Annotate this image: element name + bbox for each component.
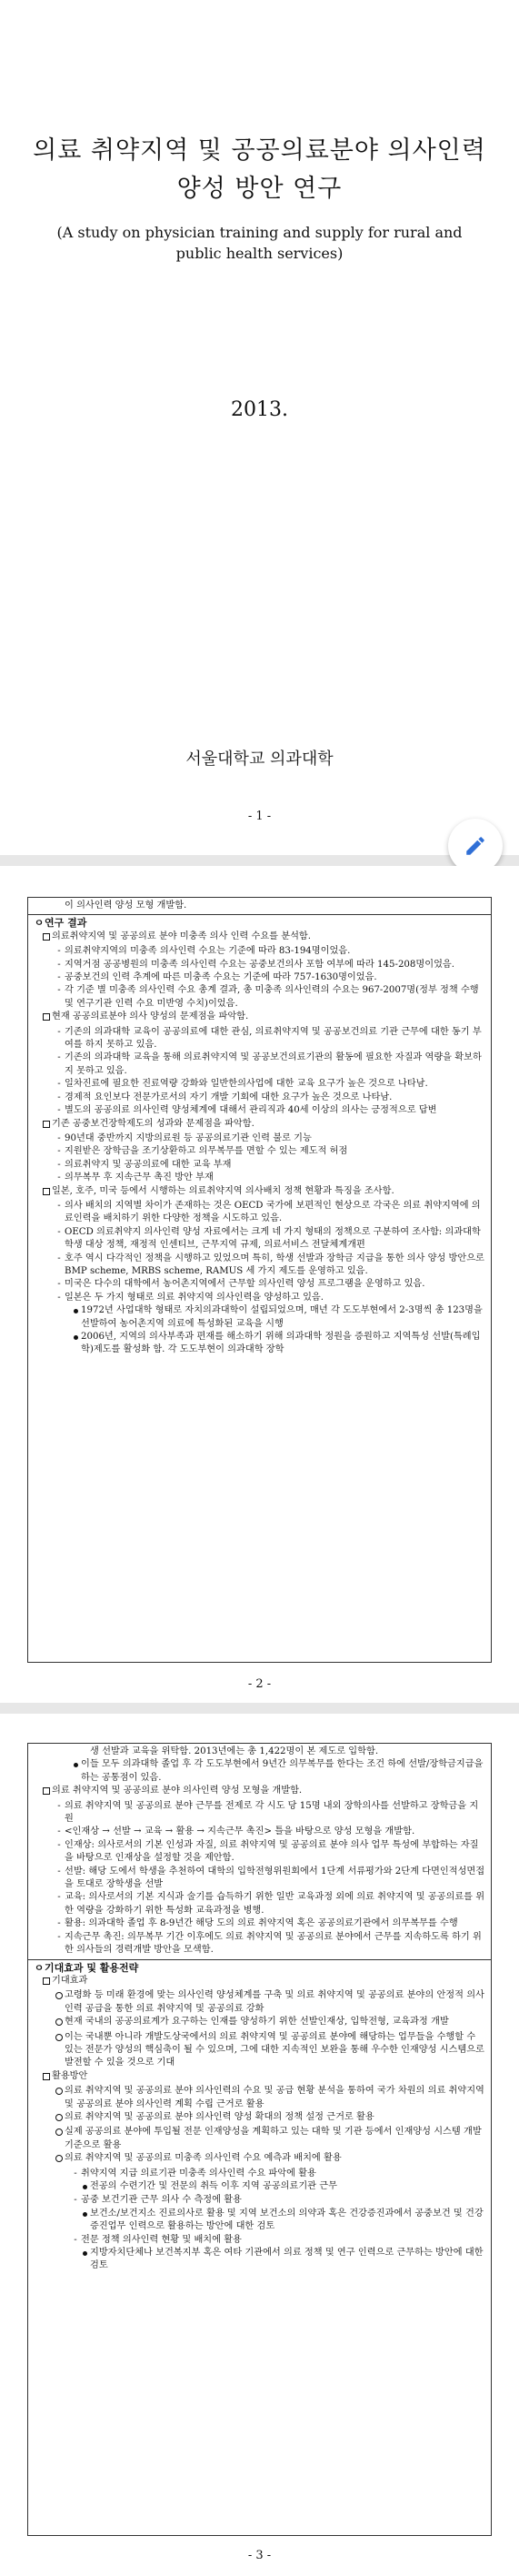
- bullet-marker: -: [74, 2168, 77, 2179]
- list-item-text: 의무복무 후 지속근무 촉진 방안 부재: [65, 1172, 214, 1183]
- square-bullet-icon: [41, 2070, 52, 2085]
- list-item: [34, 959, 485, 971]
- list-item-text: 선발: 해당 도에서 학생을 추천하여 대학의 입학전형위원회에서 1단계 서류평가와 2단계 다면인적성면접을 토대로 장학생을 선발: [65, 1866, 485, 1890]
- list-item: [34, 2126, 485, 2152]
- dot-bullet-icon: [70, 1304, 81, 1318]
- list-item-text: 공중 보건기관 근무 의사 수 측정에 활용: [81, 2195, 242, 2206]
- bullet-marker: -: [57, 1079, 61, 1090]
- list-item-text: 의료 취약지역 및 공공의료 분야 의사인력 양성 확대의 정책 설정 근거로 활용: [65, 2111, 374, 2122]
- list-item: [34, 1185, 485, 1200]
- bullet-marker: -: [74, 2234, 77, 2245]
- list-item-text: 호주 역시 다각적인 정책을 시행하고 있었으며 특히, 학생 선발과 장학금 지급을 통한 의사 양성 방안으로 BMP scheme, MRBS scheme, RAMUS 세 가지 제도를 운영하고 있음.: [65, 1253, 484, 1276]
- list-item: [34, 1132, 485, 1145]
- page-number: - 1 -: [247, 810, 272, 823]
- list-item-text: 이는 국내뿐 아니라 개발도상국에서의 의료 취약지역 및 공공의료 분야에 해당하는 업무들을 수행할 수 있는 전문가 양성의 핵심축이 될 수 있으며, 그에 대한 지속적인 보완을 통해 우수한 인재양성 시스템으로 발전할 수 있을 것으로 기대: [65, 2031, 484, 2068]
- list-item: [34, 2234, 485, 2247]
- square-bullet-icon: [41, 1011, 52, 1025]
- list-item-text: 경제적 요인보다 전문가로서의 자기 개발 기회에 대한 요구가 높은 것으로 나타남.: [65, 1092, 393, 1102]
- list-item-text: 지속근무 촉진: 의무복무 기간 이후에도 의료 취약지역 및 공공의료 분야에서 근무를 지속하도록 하기 위한 의사들의 경력개발 방안을 모색함.: [65, 1931, 482, 1956]
- dot-bullet-icon: [79, 2208, 90, 2221]
- list-item: [34, 1785, 485, 1799]
- list-item: [34, 2180, 485, 2194]
- list-item-text: 기존 공중보건장학제도의 성과와 문제점을 파악함.: [52, 1118, 255, 1129]
- list-item: [34, 1278, 485, 1291]
- list-item: [34, 1011, 485, 1025]
- list-item-text: 기대효과 및 활용전략: [45, 1961, 139, 1974]
- bullet-marker: -: [57, 1800, 61, 1811]
- list-item-text: OECD 의료취약지 의사인력 양성 자료에서는 크게 네 가지 형태의 정책으로 구분하여 조사함: 의과대학 학생 대상 정책, 재정적 인센티브, 근무지역 규제, 의료서비스 전달체계개편: [65, 1226, 481, 1251]
- list-item-text: 지역거점 공공병원의 미충족 의사인력 수요는 공중보건의사 포함 여부에 따라 145-208명이었음.: [65, 959, 454, 970]
- square-bullet-icon: [41, 1785, 52, 1799]
- list-item: [34, 1866, 485, 1892]
- bullet-marker: -: [57, 946, 61, 957]
- list-item-text: 기존의 의과대학 교육이 공공의료에 대한 관심, 의료취약지역 및 공공보건의료 기관 근무에 대한 동기 부여를 하지 못하고 있음.: [65, 1026, 482, 1051]
- bullet-marker: -: [57, 1226, 61, 1237]
- document-institution: 서울대학교 의과대학: [185, 750, 334, 769]
- list-item: [34, 1104, 485, 1117]
- list-item: [34, 1917, 485, 1930]
- page-number: - 3 -: [247, 2549, 272, 2562]
- list-item-text: 활용: 의과대학 졸업 후 8-9년간 해당 도의 의료 취약지역 혹은 공공의료기관에서 의무복무를 수행: [65, 1918, 458, 1929]
- bullet-marker: -: [57, 959, 61, 970]
- list-item-text: 90년대 중반까지 지방의료원 등 공공의료기관 인력 불로 기능: [65, 1132, 312, 1143]
- list-item: [34, 1092, 485, 1104]
- circle-bullet-icon: [54, 2126, 65, 2140]
- document-year: 2013.: [231, 398, 288, 421]
- list-item: [34, 2031, 485, 2070]
- section-heading: [34, 1962, 485, 1975]
- list-item: [34, 1200, 485, 1226]
- list-item-text: 의료취약지 및 공공의료에 대한 교육 부재: [65, 1159, 232, 1170]
- bullet-marker: -: [57, 1092, 61, 1102]
- bullet-marker: -: [74, 2195, 77, 2206]
- list-item: [34, 1253, 485, 1279]
- list-item-text: 일차진료에 필요한 진료역량 강화와 일반한의사업에 대한 교육 요구가 높은 것으로 나타남.: [65, 1079, 428, 1090]
- bullet-marker: ㅇ: [34, 917, 45, 930]
- bullet-marker: -: [57, 1253, 61, 1263]
- list-item: [34, 2247, 485, 2273]
- list-item: [34, 1078, 485, 1091]
- square-bullet-icon: [41, 1118, 52, 1132]
- list-item: [34, 1226, 485, 1253]
- document-page-1: [0, 0, 519, 855]
- list-item: [34, 2070, 485, 2085]
- circle-bullet-icon: [54, 2111, 65, 2126]
- summary-box: [27, 1743, 492, 2536]
- bullet-marker: -: [57, 1892, 61, 1903]
- list-item-text: 미국은 다수의 대학에서 농어촌지역에서 근무할 의사인력 양성 프로그램을 운영하고 있음.: [65, 1279, 425, 1290]
- list-item-text: 의료 취약지역 및 공공의료 미충족 의사인력 수요 예측과 배치에 활용: [65, 2153, 342, 2164]
- list-item: [34, 1839, 485, 1866]
- list-item: [34, 1118, 485, 1132]
- list-item-text: 인재상: 의사로서의 기본 인성과 자질, 의료 취약지역 및 공공의료 분야 의사 업무 특성에 부합하는 자질을 바탕으로 인재상을 설정할 것을 제안함.: [65, 1839, 479, 1864]
- list-item: [34, 2194, 485, 2207]
- section-divider: [28, 914, 491, 915]
- list-item: [34, 1826, 485, 1838]
- list-item-text: 취약지역 지급 의료기관 미충족 의사인력 수요 파악에 활용: [81, 2168, 316, 2179]
- list-item-text: 일본은 두 가지 형태로 의료 취약지역 의사인력을 양성하고 있음.: [65, 1292, 324, 1303]
- list-item-text: 의료취약지역 및 공공의료 분야 미충족 의사 인력 수요를 분석함.: [52, 931, 312, 941]
- list-item-text: 지방자치단체나 보건복지부 혹은 여타 기관에서 의료 정책 및 연구 인력으로 근무하는 방안에 대한 검토: [90, 2248, 484, 2271]
- bullet-marker: -: [57, 1866, 61, 1877]
- list-item-text: 전공의 수련기간 및 전문의 취득 이후 지역 공공의료기관 근무: [90, 2181, 337, 2191]
- list-item-text: 이들 모두 의과대학 졸업 후 각 도도부현에서 9년간 의무복무를 한다는 조건 하에 선발/장학금지급을 하는 공통점이 있음.: [81, 1759, 484, 1783]
- list-item: [34, 1931, 485, 1957]
- list-item: [34, 2111, 485, 2126]
- document-title: 의료 취약지역 및 공공의료분야 의사인력 양성 방안 연구: [33, 136, 486, 203]
- list-item-text: 1972년 사업대학 형태로 자치의과대학이 설립되었으며, 매년 각 도도부현에서 2-3명씩 총 123명을 선발하여 농어촌지역 의료에 특성화된 교육을 시행: [81, 1305, 483, 1329]
- list-item-text: <인재상 → 선발 → 교육 → 활용 → 지속근무 촉진> 틀을 바탕으로 양성 모형을 개발함.: [65, 1826, 415, 1837]
- summary-box: [27, 897, 492, 1663]
- square-bullet-icon: [41, 1185, 52, 1200]
- bullet-marker: -: [57, 985, 61, 996]
- list-item-text: 생 선발과 교육을 위탁함. 2013년에는 총 1,422명이 본 제도로 입학함.: [90, 1746, 379, 1756]
- list-item-text: 활용방안: [52, 2070, 88, 2081]
- circle-bullet-icon: [54, 2152, 65, 2167]
- list-item: [34, 1975, 485, 1989]
- list-item: [34, 1145, 485, 1158]
- list-item: [34, 2085, 485, 2111]
- document-subtitle: (A study on physician training and supply for rural and public health services): [56, 224, 463, 262]
- bullet-marker: -: [57, 1931, 61, 1942]
- list-item-text: 의사 배치의 지역별 차이가 존재하는 것은 OECD 국가에 보편적인 현상으로 각국은 의료 취약지역에 의료인력을 배치하기 위한 다양한 정책을 시도하고 있음.: [65, 1200, 481, 1224]
- list-item-text: 별도의 공공의료 의사인력 양성체계에 대해서 관리직과 40세 이상의 의사는 긍정적으로 답변: [65, 1105, 437, 1116]
- bullet-marker: -: [57, 1026, 61, 1037]
- list-item: [34, 971, 485, 984]
- page-number: - 2 -: [247, 1677, 272, 1691]
- dot-bullet-icon: [79, 2180, 90, 2194]
- pencil-icon: [464, 834, 487, 858]
- section-divider: [28, 1959, 491, 1960]
- list-item-text: 일본, 호주, 미국 등에서 시행하는 의료취약지역 의사배치 정책 현황과 특징을 조사함.: [52, 1185, 394, 1196]
- list-item-text: 연구 결과: [45, 917, 87, 930]
- list-item: [34, 1331, 485, 1357]
- list-item: [34, 1800, 485, 1826]
- list-item-text: 의료취약지역의 미충족 의사인력 수요는 기준에 따라 83-194명이었음.: [65, 946, 351, 957]
- list-item: [34, 1746, 485, 1758]
- list-item: [34, 1891, 485, 1917]
- bullet-marker: -: [57, 1146, 61, 1157]
- list-item: [34, 1172, 485, 1184]
- square-bullet-icon: [41, 1975, 52, 1989]
- list-item: [34, 1026, 485, 1052]
- bullet-marker: -: [57, 1918, 61, 1929]
- bullet-marker: -: [57, 1279, 61, 1290]
- list-item-text: 보건소/보건지소 진료의사로 활용 및 지역 보건소의 의약과 혹은 건강증진과에서 공중보건 및 건강증진업무 인력으로 활용하는 방안에 대한 검토: [90, 2208, 484, 2232]
- list-item-text: 고령화 등 미래 환경에 맞는 의사인력 양성체계를 구축 및 의료 취약지역 및 공공의료 분야의 안정적 의사인력 공급을 통한 의료 취약지역 및 공공의료 강화: [65, 1990, 484, 2014]
- list-item-text: 기대효과: [52, 1975, 88, 1986]
- bullet-marker: -: [57, 1839, 61, 1850]
- list-item: [34, 1758, 485, 1785]
- list-item-text: 현재 공공의료분야 의사 양성의 문제점을 파악함.: [52, 1011, 249, 1022]
- dot-bullet-icon: [70, 1331, 81, 1344]
- list-item: [34, 2152, 485, 2167]
- list-item: [34, 1292, 485, 1304]
- list-item-text: 기존의 의과대학 교육을 통해 의료취약지역 및 공공보건의료기관의 활동에 필요한 자질과 역량을 확보하지 못하고 있음.: [65, 1052, 482, 1076]
- list-item-text: 의료 취약지역 및 공공의료 분야 의사인력의 수요 및 공급 현황 분석을 통하여 국가 차원의 의료 취약지역 및 공공의료 분야 의사인력 계획 수립 근거로 활용: [65, 2086, 484, 2109]
- list-item-text: 공중보건의 인력 추계에 따른 미충족 수요는 기준에 따라 757-1630명이었음.: [65, 972, 377, 983]
- list-item-text: 교육: 의사로서의 기본 지식과 술기를 습득하기 위한 일반 교육과정 외에 의료 취약지역 및 공공의료를 위한 역량을 강화하기 위한 특성화 교육과정을 병행.: [65, 1892, 485, 1916]
- circle-bullet-icon: [54, 2085, 65, 2099]
- list-item: [34, 984, 485, 1011]
- bullet-marker: -: [57, 1200, 61, 1211]
- list-item-text: 의료 취약지역 및 공공의료 분야 의사인력 양성 모형을 개발함.: [52, 1786, 303, 1796]
- list-item-text: 전문 정책 의사인력 현황 및 배치에 활용: [81, 2234, 242, 2245]
- list-item: [34, 945, 485, 958]
- bullet-marker: -: [57, 1172, 61, 1183]
- list-item: [34, 900, 485, 912]
- circle-bullet-icon: [54, 1989, 65, 2004]
- bullet-marker: -: [57, 1292, 61, 1303]
- bullet-marker: -: [57, 1105, 61, 1116]
- list-item: [34, 2168, 485, 2180]
- circle-bullet-icon: [54, 2031, 65, 2046]
- document-page-3: [0, 1714, 519, 2576]
- list-item: [34, 1304, 485, 1331]
- bullet-marker: -: [57, 1052, 61, 1063]
- bullet-marker: -: [57, 1132, 61, 1143]
- document-page-2: [0, 866, 519, 1703]
- list-item-text: 지원받은 장학금을 조기상환하고 의무복무를 면할 수 있는 제도적 허점: [65, 1146, 348, 1157]
- bullet-marker: -: [57, 972, 61, 983]
- list-item: [34, 931, 485, 945]
- list-item-text: 2006년, 지역의 의사부족과 편재를 해소하기 위해 의과대학 정원을 증원하고 지역특성 선발(특례입학)제도를 활성화 함. 각 도도부현이 의과대학 장학: [81, 1332, 481, 1355]
- list-item: [34, 2208, 485, 2234]
- list-item: [34, 1052, 485, 1078]
- bullet-marker: ㅇ: [34, 1961, 45, 1974]
- list-item-text: 의료 취약지역 및 공공의료 분야 근무를 전제로 각 시도 당 15명 내외 장학의사를 선발하고 장학금을 지원: [65, 1800, 479, 1825]
- bullet-marker: -: [57, 1826, 61, 1837]
- dot-bullet-icon: [70, 1758, 81, 1772]
- section-heading: [34, 917, 485, 930]
- list-item: [34, 2016, 485, 2030]
- list-item-text: 각 기준 별 미충족 의사인력 수요 총계 결과, 총 미충족 의사인력의 수요는 967-2007명(정부 정책 수행 및 연구기관 인력 수요 미반영 수치)이었음.: [65, 985, 479, 1009]
- bullet-marker: -: [57, 1159, 61, 1170]
- list-item: [34, 1159, 485, 1172]
- circle-bullet-icon: [54, 2016, 65, 2030]
- edit-button[interactable]: [448, 819, 503, 873]
- dot-bullet-icon: [79, 2247, 90, 2260]
- list-item: [34, 1989, 485, 2016]
- list-item-text: 이 의사인력 양성 모형 개발함.: [65, 901, 187, 911]
- square-bullet-icon: [41, 931, 52, 945]
- list-item-text: 실제 공공의료 분야에 투입될 전문 인재양성을 계획하고 있는 대학 및 기관 등에서 인재양성 시스템 개발기준으로 활용: [65, 2127, 482, 2150]
- list-item-text: 현재 국내의 공공의료계가 요구하는 인재를 양성하기 위한 선발인재상, 입학전형, 교육과정 개발: [65, 2017, 449, 2028]
